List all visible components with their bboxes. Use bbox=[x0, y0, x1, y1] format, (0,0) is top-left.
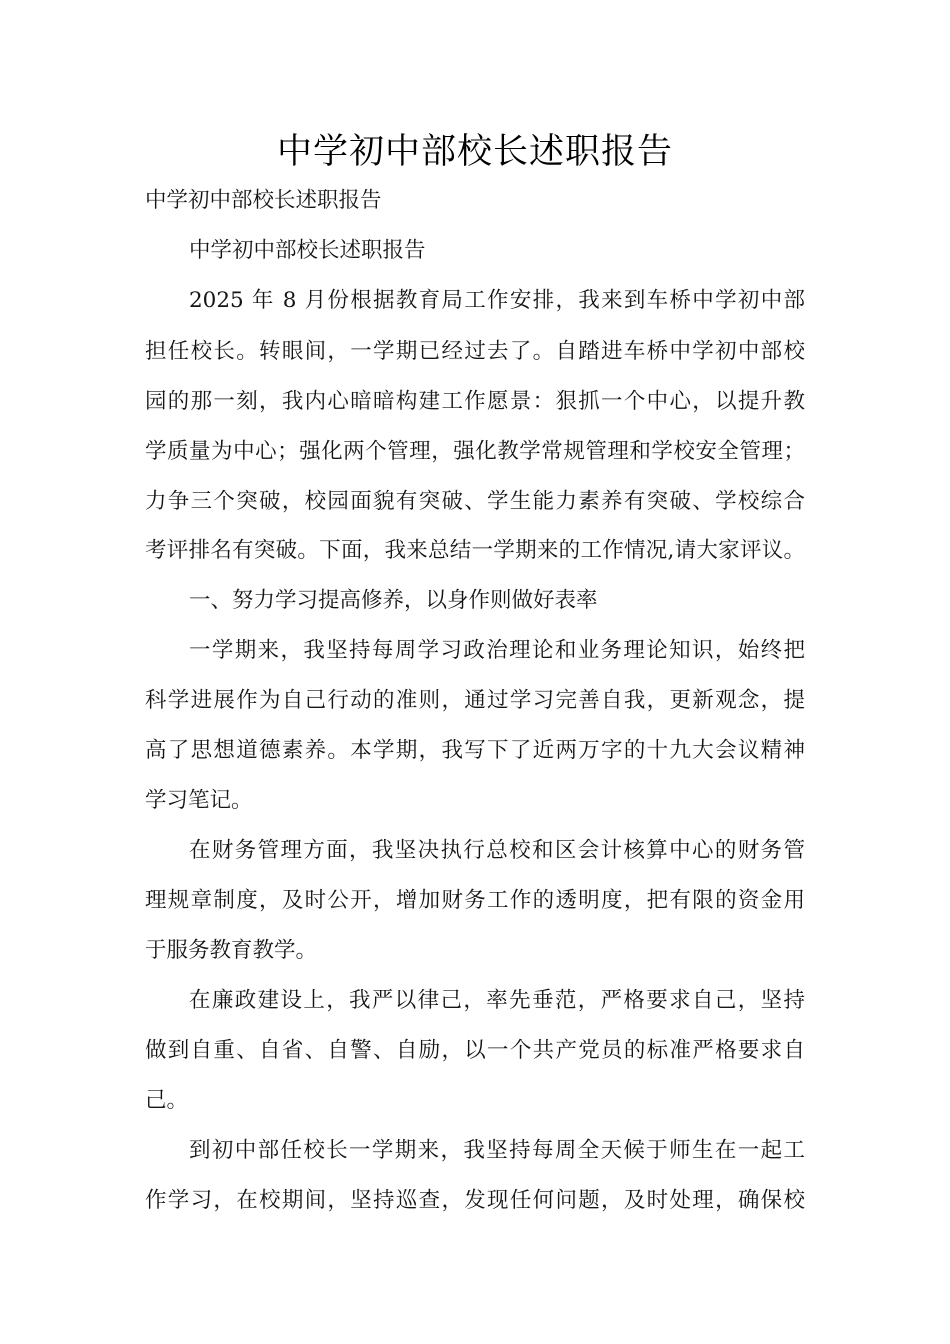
paragraph-line: 于服务教育教学。 bbox=[145, 938, 318, 963]
document-title: 中学初中部校长述职报告 bbox=[276, 132, 673, 172]
paragraph-line: 到初中部任校长一学期来，我坚持每周全天候于师生在一起工 bbox=[189, 1138, 805, 1163]
paragraph-line: 高了思想道德素养。本学期，我写下了近两万字的十九大会议精神 bbox=[145, 738, 805, 763]
paragraph-line: 在财务管理方面，我坚决执行总校和区会计核算中心的财务管 bbox=[189, 838, 805, 863]
paragraph-line: 考评排名有突破。下面，我来总结一学期来的工作情况,请大家评议。 bbox=[145, 538, 805, 563]
paragraph-line: 学习笔记。 bbox=[145, 788, 253, 813]
paragraph-line: 园的那一刻，我内心暗暗构建工作愿景：狠抓一个中心，以提升教 bbox=[145, 389, 805, 414]
subtitle-indented-line: 中学初中部校长述职报告 bbox=[189, 238, 426, 263]
paragraph-line: 理规章制度，及时公开，增加财务工作的透明度，把有限的资金用 bbox=[145, 888, 805, 913]
paragraph-line: 学质量为中心；强化两个管理，强化教学常规管理和学校安全管理； bbox=[145, 439, 805, 464]
paragraph-line: 做到自重、自省、自警、自励，以一个共产党员的标准严格要求自 bbox=[145, 1038, 805, 1063]
paragraph-line: 科学进展作为自己行动的准则，通过学习完善自我，更新观念，提 bbox=[145, 688, 805, 713]
section-heading: 一、努力学习提高修养，以身作则做好表率 bbox=[189, 588, 598, 613]
paragraph-line: 2025 年 8 月份根据教育局工作安排，我来到车桥中学初中部 bbox=[189, 288, 805, 313]
paragraph-line: 作学习，在校期间，坚持巡查，发现任何问题，及时处理，确保校 bbox=[145, 1188, 805, 1213]
paragraph-line: 担任校长。转眼间，一学期已经过去了。自踏进车桥中学初中部校 bbox=[145, 339, 805, 364]
paragraph-line: 己。 bbox=[145, 1088, 189, 1113]
subtitle-line: 中学初中部校长述职报告 bbox=[145, 188, 382, 213]
paragraph-line: 在廉政建设上，我严以律己，率先垂范，严格要求自己，坚持 bbox=[189, 988, 805, 1013]
paragraph-line: 力争三个突破，校园面貌有突破、学生能力素养有突破、学校综合 bbox=[145, 489, 805, 514]
paragraph-line: 一学期来，我坚持每周学习政治理论和业务理论知识，始终把 bbox=[189, 638, 805, 663]
